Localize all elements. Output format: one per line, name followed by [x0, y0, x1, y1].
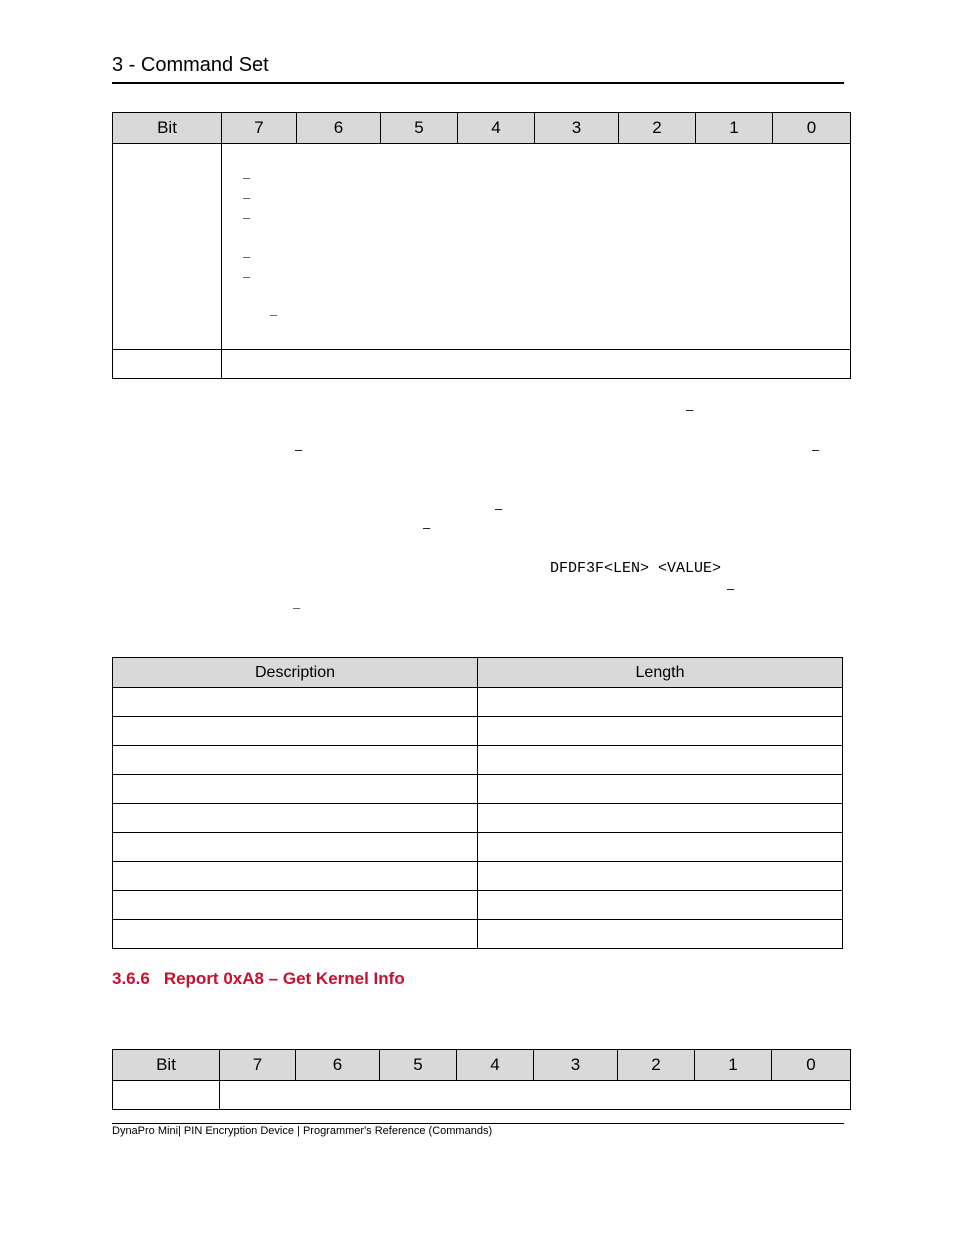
footer-rule	[112, 1123, 844, 1124]
dash-marker: –	[495, 501, 503, 516]
length-column-header: Length	[478, 658, 843, 688]
bit-2-header: 2	[619, 113, 696, 144]
dash-marker: –	[243, 170, 251, 185]
dash-marker: –	[295, 442, 303, 457]
bit-table-1-label-cell	[113, 144, 222, 350]
dash-marker: –	[243, 190, 251, 205]
bit-5-header: 5	[380, 1050, 457, 1081]
dash-marker: –	[243, 269, 251, 284]
description-column-header: Description	[113, 658, 478, 688]
dash-marker: –	[243, 249, 251, 264]
bit-table-2	[112, 1049, 851, 1110]
bit-2-header: 2	[618, 1050, 695, 1081]
bit-0-header: 0	[772, 1050, 851, 1081]
dash-marker: –	[727, 581, 735, 596]
table-row	[113, 833, 843, 862]
bit-table-1-label-cell-2	[113, 350, 222, 379]
table-row	[113, 891, 843, 920]
dash-marker: –	[812, 442, 820, 457]
bit-3-header: 3	[535, 113, 619, 144]
bit-7-header: 7	[220, 1050, 296, 1081]
section-title: Report 0xA8 – Get Kernel Info	[163, 969, 405, 988]
table-row	[113, 717, 843, 746]
bit-4-header: 4	[457, 1050, 534, 1081]
bit-table-1-content-cell-2	[222, 350, 851, 379]
dash-marker: –	[423, 520, 431, 535]
table-row	[113, 746, 843, 775]
tag-syntax-text: DFDF3F<LEN> <VALUE>	[550, 560, 722, 577]
page-header-title: 3 - Command Set	[112, 54, 269, 76]
bit-5-header: 5	[381, 113, 458, 144]
bit-6-header: 6	[296, 1050, 380, 1081]
bit-table-1	[112, 112, 851, 379]
bit-table-2-content-cell	[220, 1081, 851, 1110]
table-row	[113, 688, 843, 717]
bit-table-2-label-cell	[113, 1081, 220, 1110]
bit-7-header: 7	[222, 113, 297, 144]
bit-table-1-content-cell	[222, 144, 851, 350]
table-row	[113, 775, 843, 804]
section-number: 3.6.6	[112, 969, 150, 988]
bit-1-header: 1	[695, 1050, 772, 1081]
table-row	[113, 804, 843, 833]
bit-0-header: 0	[773, 113, 851, 144]
dash-marker: –	[270, 307, 278, 322]
section-heading	[112, 969, 405, 989]
table-row	[113, 920, 843, 949]
bit-3-header: 3	[534, 1050, 618, 1081]
dash-marker: –	[243, 210, 251, 225]
page-footer: DynaPro Mini| PIN Encryption Device | Programmer's Reference (Commands)	[112, 1125, 493, 1137]
dash-marker: –	[686, 402, 694, 417]
bit-header-cell: Bit	[113, 1050, 220, 1081]
dash-marker: –	[293, 600, 301, 615]
header-rule	[112, 82, 844, 84]
description-length-table	[112, 657, 843, 949]
bit-4-header: 4	[458, 113, 535, 144]
bit-6-header: 6	[297, 113, 381, 144]
table-row	[113, 862, 843, 891]
bit-header-cell: Bit	[113, 113, 222, 144]
bit-1-header: 1	[696, 113, 773, 144]
